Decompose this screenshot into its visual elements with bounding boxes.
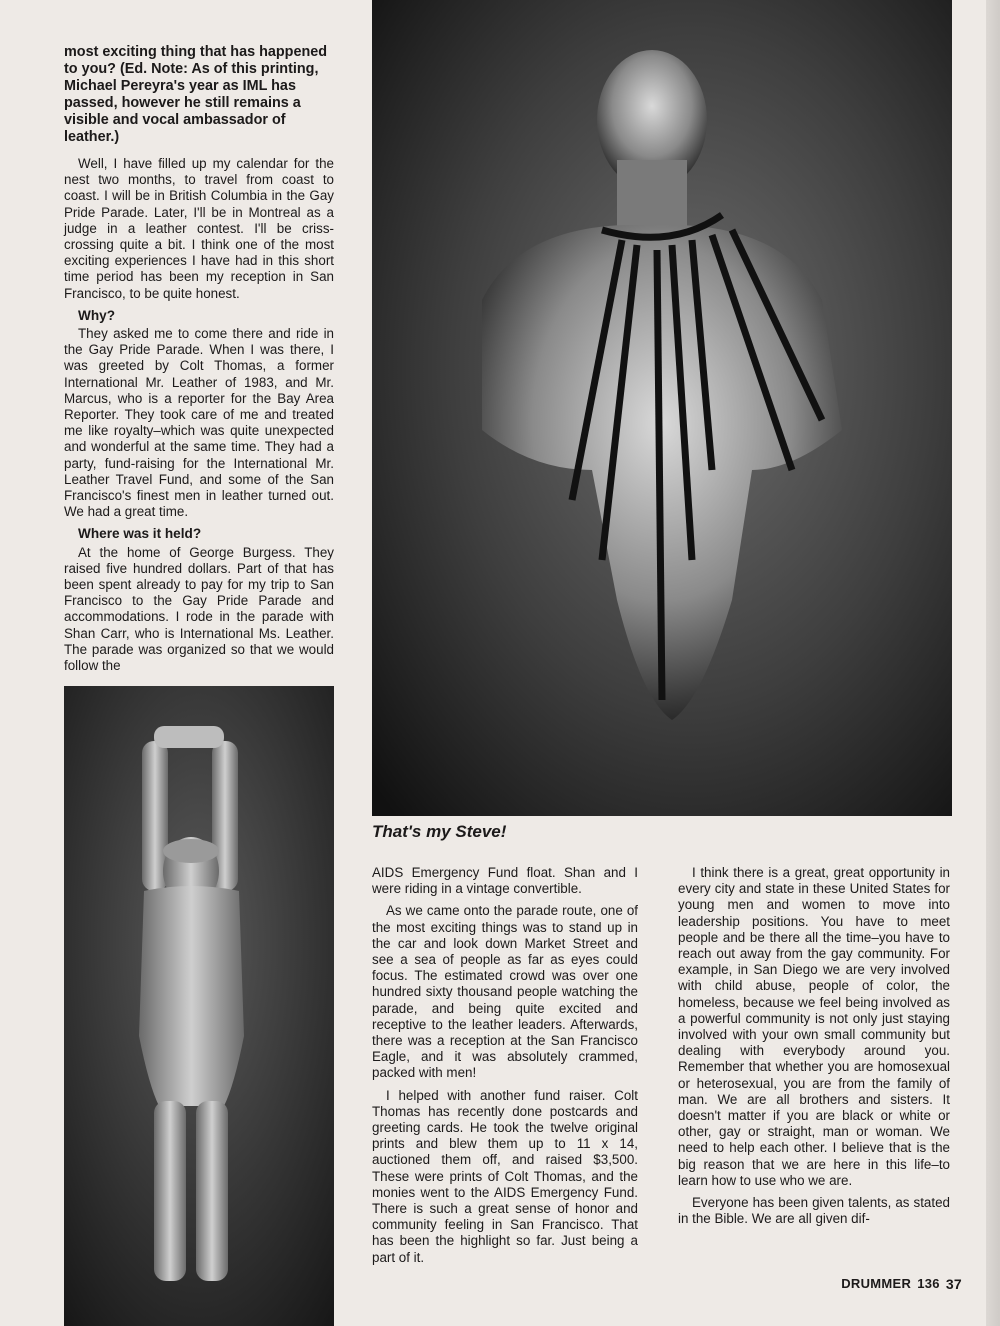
- interview-question: Why?: [78, 307, 115, 323]
- main-photo-image: [372, 0, 952, 816]
- paragraph: Everyone has been given talents, as stated in the Bible. We are all given dif-: [678, 1195, 950, 1227]
- main-photo: [372, 0, 952, 816]
- paragraph: As we came onto the parade route, one of the most exciting things was to stand up in the car and look down Market Street and see a sea of people as far as eyes could focus. The estimated crowd was over one hundred sixty thousand people watching the parade, and being quite excited and receptive to the leather leaders. Afterwards, there was a reception at the San Francisco Eagle, and it was absolutely crammed, packed with men!: [372, 903, 638, 1081]
- magazine-name: DRUMMER: [841, 1276, 912, 1291]
- paragraph: At the home of George Burgess. They raised five hundred dollars. Part of that has been spent already to pay for my trip to San Francisco to the Gay Pride Parade and accommodations. I rode in the parade with Shan Carr, who is International Ms. Leather. The parade was organized so that we would follow the: [64, 544, 334, 674]
- paragraph: AIDS Emergency Fund float. Shan and I were riding in a vintage convertible.: [372, 865, 638, 897]
- paragraph: I think there is a great, great opportunity in every city and state in these United States for young men and women to move into leadership positions. You have to meet people and be there all the time–you have to reach out away from the gay community. For example, in San Diego we are very involved with child abuse, people of color, the homeless, because we feel being involved as a powerful community is not only just staying involved with your own small community but dealing with everybody around you. Remember that whether you are homosexual or heterosexual, you are from the family of man. We are all brothers and sisters. It doesn't matter if you are black or white or other, gay or straight, man or woman. We need to help each other. I believe that is the big reason that we are here in this life–to learn how to use who we are.: [678, 865, 950, 1188]
- page-edge: [986, 0, 1000, 1326]
- secondary-photo-image: [64, 686, 334, 1326]
- secondary-photo: [64, 686, 334, 1326]
- lead-question: most exciting thing that has happened to you? (Ed. Note: As of this printing, Michael Pereyra's year as IML has passed, however he still remains a visible and vocal ambassador of leather.): [64, 44, 328, 145]
- photo-caption: That's my Steve!: [372, 822, 507, 841]
- paragraph: They asked me to come there and ride in the Gay Pride Parade. When I was there, I was greeted by Colt Thomas, a former International Mr. Leather of 1983, and Mr. Marcus, who is a reporter for the Bay Area Reporter. They took care of me and treated me like royalty–which was quite unexpected and wonderful at the same time. They had a party, fund-raising for the International Mr. Leather Travel Fund, and some of the San Francisco's finest men in leather turned out. We had a great time.: [64, 326, 334, 520]
- column-2: [372, 865, 638, 1272]
- page-footer: [841, 1276, 962, 1292]
- column-1: [64, 44, 334, 680]
- paragraph: Well, I have filled up my calendar for the nest two months, to travel from coast to coast. I will be in British Columbia in the Gay Pride Parade. Later, I'll be in Montreal as a judge in a leather contest. I'll be criss-crossing quite a bit. I think one of the most exciting experiences I have had in this short time period has been my reception in San Francisco, to be quite honest.: [64, 156, 334, 301]
- paragraph: I helped with another fund raiser. Colt Thomas has recently done postcards and greeting cards. He took the twelve original prints and blew them up to 11 x 14, auctioned them off, and raised $3,500. These were prints of Colt Thomas, and the monies went to the AIDS Emergency Fund. There is such a great sense of honor and community feeling in San Francisco. That has been the highlight so far. Just being a part of it.: [372, 1087, 638, 1265]
- page-number: 37: [945, 1276, 962, 1292]
- interview-question: Where was it held?: [78, 526, 202, 542]
- issue-number: 136: [917, 1276, 940, 1291]
- column-3: [678, 865, 950, 1233]
